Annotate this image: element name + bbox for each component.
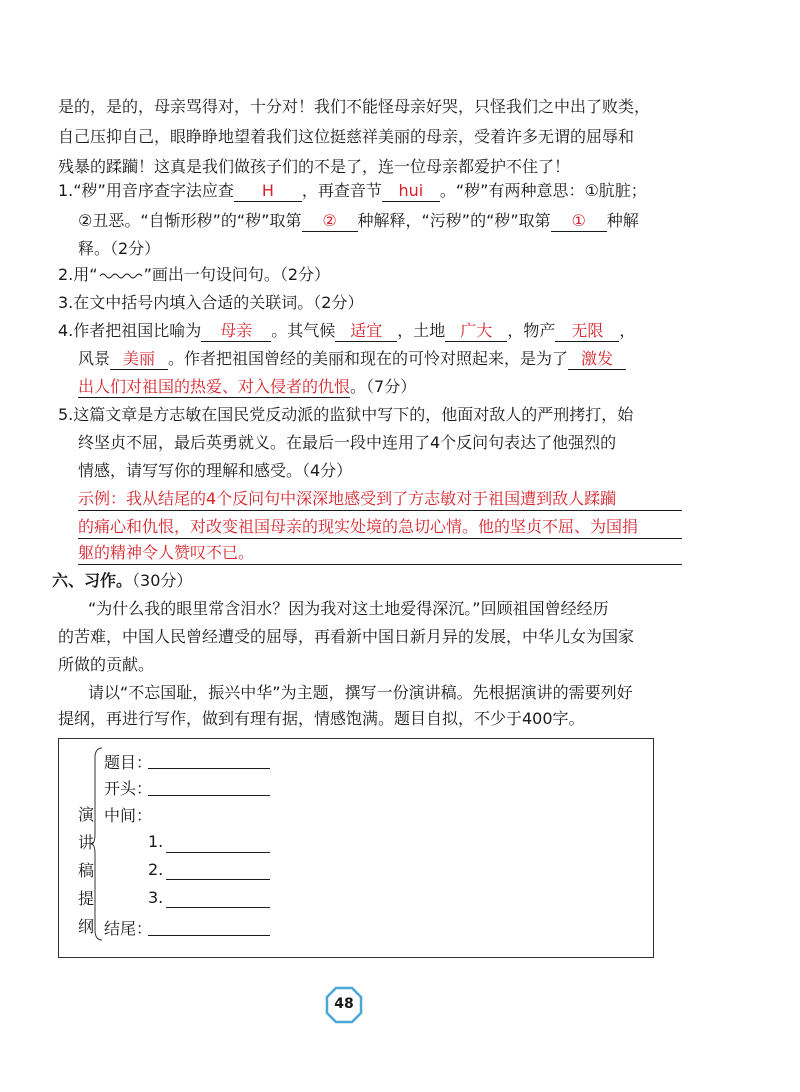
answer-blank-climate: 适宜 (335, 321, 397, 342)
answer-line-3: 躯的精神令人赞叹不已。 (78, 542, 682, 565)
answer-blank-meaning-2: ① (551, 211, 607, 232)
outline-title-label: 题目： (104, 753, 153, 772)
outline-opening-label: 开头： (104, 779, 153, 798)
question-4-line-2: 风景 美丽 。作者把祖国曾经的美丽和现在的可怜对照起来，是为了 激发 (78, 348, 626, 370)
outline-title-blank[interactable] (148, 768, 270, 769)
outline-item-1-label: 1. (148, 832, 164, 851)
question-5-line-1: 5.这篇文章是方志敏在国民党反动派的监狱中写下的，他面对敌人的严刑拷打，始 (58, 405, 634, 424)
question-1-line-1: 1.“秽”用音序查字法应查 H ，再查音节 hui 。“秽”有两种意思：①肮脏； (58, 181, 647, 200)
answer-blank-metaphor: 母亲 (201, 321, 271, 342)
question-1-line-3: 释。（2分） (78, 239, 161, 258)
outline-middle-label: 中间： (104, 806, 153, 825)
question-4-line-3: 出人们对祖国的热爱、对入侵者的仇恨。（7分） (78, 377, 417, 396)
outline-side-char: 提 (78, 889, 95, 908)
answer-line-1: 示例：我从结尾的4个反问句中深深地感受到了方志敏对于祖国遭到敌人蹂躏 (78, 488, 682, 511)
essay-instruction-line-2: 提纲，再进行写作，做到有理有据，情感饱满。题目自拟，不少于400字。 (58, 709, 585, 728)
outline-side-char: 纲 (78, 917, 95, 936)
outline-item-3-label: 3. (148, 888, 164, 907)
essay-prompt-line-3: 所做的贡献。 (58, 655, 155, 674)
outline-item-3-blank[interactable] (166, 907, 270, 908)
answer-blank-products: 无限 (555, 321, 619, 342)
essay-prompt-line-1: “为什么我的眼里常含泪水？因为我对这土地爱得深沉。”回顾祖国曾经经历 (88, 599, 609, 618)
question-5-line-2: 终坚贞不屈，最后英勇就义。在最后一段中连用了4个反问句表达了他强烈的 (78, 433, 617, 452)
answer-blank-purpose-start: 激发 (568, 349, 626, 370)
question-1-line-2: ②丑恶。“自惭形秽”的“秽”取第 ② 种解释，“污秽”的“秽”取第 ① 种解 (78, 211, 639, 230)
wavy-underline-icon (98, 271, 144, 281)
question-3: 3.在文中括号内填入合适的关联词。（2分） (58, 293, 364, 312)
question-2: 2.用“ ”画出一句设问句。（2分） (58, 265, 331, 284)
outline-ending-blank[interactable] (148, 935, 270, 936)
answer-blank-land: 广大 (445, 321, 507, 342)
answer-blank-syllable: hui (382, 181, 440, 202)
question-5-line-3: 情感，请写写你的理解和感受。（4分） (78, 461, 353, 480)
outline-opening-blank[interactable] (148, 795, 270, 796)
section-6-heading: 六、习作。（30分） (52, 571, 193, 590)
question-4-line-1: 4.作者把祖国比喻为 母亲 。其气候 适宜 ，土地 广大 ，物产 无限 ， (58, 321, 636, 340)
passage-line-1: 是的，是的，母亲骂得对，十分对！我们不能怪母亲好哭，只怪我们之中出了败类， (58, 97, 651, 116)
passage-line-3: 残暴的蹂躏！这真是我们做孩子们的不是了，连一位母亲都爱护不住了！ (58, 157, 571, 176)
answer-blank-letter: H (234, 181, 302, 202)
passage-line-2: 自己压抑自己，眼睁睁地望着我们这位挺慈祥美丽的母亲，受着许多无谓的屈辱和 (58, 127, 635, 146)
outline-item-2-blank[interactable] (166, 879, 270, 880)
answer-blank-purpose-end: 出人们对祖国的热爱、对入侵者的仇恨 (78, 377, 351, 396)
outline-side-char: 演 (78, 805, 95, 824)
outline-side-char: 讲 (78, 833, 95, 852)
answer-line-2: 的痛心和仇恨，对改变祖国母亲的现实处境的急切心情。他的坚贞不屈、为国捐 (78, 516, 682, 539)
answer-blank-scenery: 美丽 (110, 349, 168, 370)
outline-ending-label: 结尾： (104, 919, 153, 938)
essay-instruction-line-1: 请以“不忘国耻，振兴中华”为主题，撰写一份演讲稿。先根据演讲的需要列好 (88, 683, 633, 702)
outline-side-char: 稿 (78, 861, 95, 880)
outline-item-2-label: 2. (148, 860, 164, 879)
essay-prompt-line-2: 的苦难，中国人民曾经遭受的屈辱，再看新中国日新月异的发展，中华儿女为国家 (58, 627, 635, 646)
answer-blank-meaning-1: ② (302, 211, 358, 232)
page-number: 48 (334, 996, 354, 1012)
outline-item-1-blank[interactable] (166, 852, 270, 853)
